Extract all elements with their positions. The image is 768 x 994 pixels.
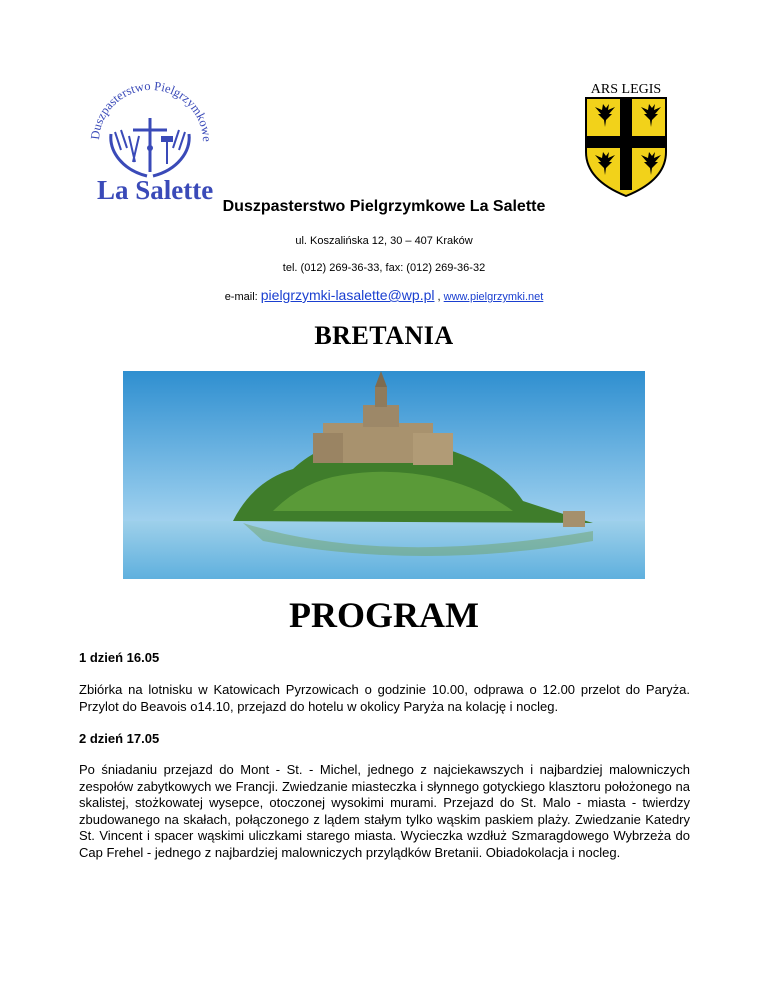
- email-link[interactable]: pielgrzymki-lasalette@wp.pl: [260, 287, 435, 303]
- logo-name: La Salette: [97, 175, 214, 205]
- email-label: e-mail:: [224, 291, 258, 303]
- day-1-heading: 1 dzień 16.05: [79, 650, 160, 665]
- day-2-text: Po śniadaniu przejazd do Mont - St. - Michel, jednego z najciekawszych i najbardziej malowniczych zespołów zabytkowych we Francji. Zwiedzanie miasteczka i słynnego gotyckiego klasztoru położonego na skalistej, stożkowatej wysepce, otoczonej wysokimi murami. Przejazd do St. Malo - miasta - twierdzy zbudowanego na skałach, połączonego z lądem stałym tylko wąskim paskiem plaży. Zwiedzanie Katedry St. Vincent i spacer wąskimi uliczkami starego miasta. Wycieczka wzdłuż Szmaragdowego Wybrzeża do Cap Frehel - jednego z najbardziej malowniczych przylądków Bretanii. Obiadokolacja i nocleg.: [79, 762, 690, 860]
- ars-legis-text: ARS LEGIS: [590, 82, 662, 97]
- day-2-heading: 2 dzień 17.05: [79, 731, 160, 746]
- logo-arc-text: Duszpasterstwo Pielgrzymkowe: [87, 78, 215, 143]
- program-title: PROGRAM: [289, 595, 479, 635]
- day-1-text: Zbiórka na lotnisku w Katowicach Pyrzowicach o godzinie 10.00, odprawa o 12.00 przelot do Paryża. Przylot do Beavois o14.10, przejazd do hotelu w okolicy Paryża na kolację i nocleg.: [79, 682, 690, 714]
- phone-fax: tel. (012) 269-36-33, fax: (012) 269-36-32: [282, 262, 486, 274]
- separator: ,: [437, 291, 441, 303]
- organization-name: Duszpasterstwo Pielgrzymkowe La Salette: [222, 198, 546, 215]
- contact-line: [0, 287, 768, 303]
- destination-title: BRETANIA: [314, 321, 454, 350]
- address: ul. Koszalińska 12, 30 – 407 Kraków: [295, 235, 473, 247]
- la-salette-logo: [85, 72, 215, 207]
- website-link[interactable]: www.pielgrzymki.net: [443, 291, 544, 303]
- ars-legis-logo: [582, 80, 670, 198]
- mont-saint-michel-photo: [123, 371, 645, 579]
